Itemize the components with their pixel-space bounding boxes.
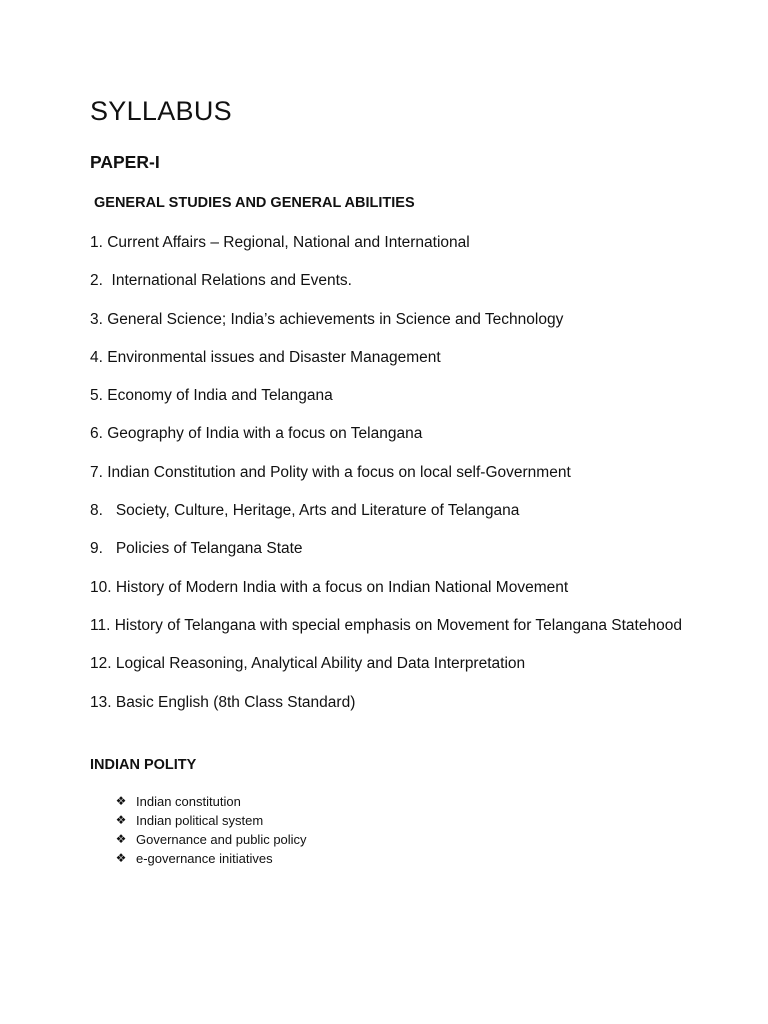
diamond-bullet-icon: ❖ — [115, 832, 127, 846]
diamond-bullet-icon: ❖ — [115, 794, 127, 808]
topic-item: 11. History of Telangana with special emphasis on Movement for Telangana Statehood — [90, 616, 682, 634]
topic-item: 5. Economy of India and Telangana — [90, 387, 333, 405]
topic-item: 6. Geography of India with a focus on Telangana — [90, 425, 423, 443]
polity-list — [114, 792, 307, 868]
document-title: SYLLABUS — [90, 96, 232, 126]
diamond-bullet-icon: ❖ — [115, 851, 127, 865]
polity-item — [114, 811, 307, 830]
topic-item: 3. General Science; India’s achievements in Science and Technology — [90, 310, 564, 328]
polity-item-label: Indian political system — [136, 813, 264, 828]
topic-item: 4. Environmental issues and Disaster Management — [90, 348, 441, 366]
polity-item — [114, 849, 307, 868]
topic-item: 2. International Relations and Events. — [90, 272, 352, 290]
polity-item — [114, 792, 307, 811]
topic-list — [90, 230, 690, 728]
polity-heading: INDIAN POLITY — [90, 757, 197, 773]
topic-item: 1. Current Affairs – Regional, National and International — [90, 234, 470, 251]
section-heading: GENERAL STUDIES AND GENERAL ABILITIES — [94, 195, 415, 211]
diamond-bullet-icon: ❖ — [115, 813, 127, 827]
topic-item: 7. Indian Constitution and Polity with a focus on local self-Government — [90, 463, 571, 481]
polity-item-label: e-governance initiatives — [136, 851, 273, 866]
topic-item: 10. History of Modern India with a focus on Indian National Movement — [90, 578, 569, 596]
polity-item — [114, 830, 307, 849]
polity-item-label: Governance and public policy — [136, 832, 307, 847]
topic-item: 13. Basic English (8th Class Standard) — [90, 693, 356, 711]
topic-item: 9. Policies of Telangana State — [90, 540, 303, 558]
polity-item-label: Indian constitution — [136, 794, 241, 809]
topic-item: 8. Society, Culture, Heritage, Arts and Literature of Telangana — [90, 502, 520, 520]
topic-item: 12. Logical Reasoning, Analytical Ability and Data Interpretation — [90, 655, 526, 673]
paper-heading: PAPER-I — [90, 152, 160, 172]
